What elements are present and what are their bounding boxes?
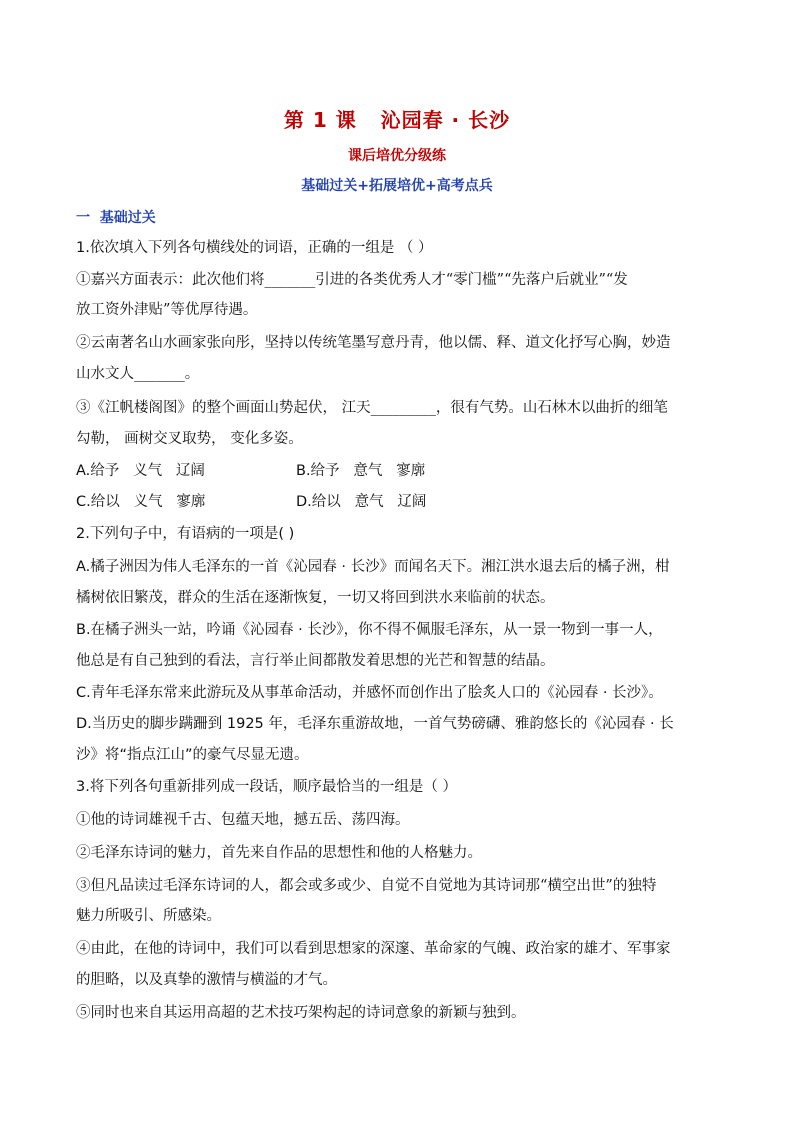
section-heading: 一 基础过关 bbox=[76, 210, 156, 226]
lesson-title: 第 1 课 沁园春 · 长沙 bbox=[283, 108, 511, 132]
q1-sentence-3b: 勾勒， 画树交叉取势， 变化多姿。 bbox=[76, 431, 303, 447]
q2-option-d-line1: D.当历史的脚步蹒跚到 1925 年，毛泽东重游故地，一首气势磅礴、雅韵悠长的《沁园春 · 长 bbox=[76, 716, 674, 732]
q3-item-4-line2: 的胆略，以及真挚的激情与横溢的才气。 bbox=[76, 972, 337, 988]
q1-sentence-2a: ②云南著名山水画家张向彤，坚持以传统笔墨写意丹青，他以儒、释、道文化抒写心胸，妙造 bbox=[76, 335, 671, 351]
q3-item-2: ②毛泽东诗词的魅力，首先来自作品的思想性和他的人格魅力。 bbox=[76, 845, 482, 861]
q1-sentence-3a: ③《江帆楼阁图》的整个画面山势起伏， 江天_________，很有气势。山石林木以曲折的细笔 bbox=[76, 400, 668, 416]
q1-sentence-2b: 山水文人_______。 bbox=[76, 366, 200, 382]
q2-option-a-line2: 橘树依旧繁茂，群众的生活在逐渐恢复，一切又将回到洪水来临前的状态。 bbox=[76, 590, 555, 606]
q1-stem: 1.依次填入下列各句横线处的词语，正确的一组是 （ ） bbox=[76, 240, 433, 256]
q2-option-b-line1: B.在橘子洲头一站，吟诵《沁园春 · 长沙》，你不得不佩服毛泽东，从一景一物到一事一人， bbox=[76, 622, 663, 638]
lesson-tagline: 基础过关+拓展培优+高考点兵 bbox=[301, 178, 493, 194]
q1-option-b: B.给予 意气 寥廓 bbox=[296, 463, 426, 479]
q1-sentence-1b: 放工资外津贴”等优厚待遇。 bbox=[76, 302, 258, 318]
q2-option-c: C.青年毛泽东常来此游玩及从事革命活动，并感怀而创作出了脍炙人口的《沁园春 · 长沙》。 bbox=[76, 685, 663, 701]
lesson-subtitle: 课后培优分级练 bbox=[348, 148, 446, 164]
q1-option-c: C.给以 义气 寥廓 bbox=[76, 494, 206, 510]
q2-option-a-line1: A.橘子洲因为伟人毛泽东的一首《沁园春 · 长沙》而闻名天下。湘江洪水退去后的橘子洲，柑 bbox=[76, 559, 670, 575]
q3-item-3-line1: ③但凡品读过毛泽东诗词的人，都会或多或少、自觉不自觉地为其诗词那“横空出世”的独特 bbox=[76, 878, 657, 894]
q1-option-d: D.给以 意气 辽阔 bbox=[296, 494, 427, 510]
q3-stem: 3.将下列各句重新排列成一段话，顺序最恰当的一组是（ ） bbox=[76, 779, 457, 795]
q2-stem: 2.下列句子中，有语病的一项是( ) bbox=[76, 526, 295, 542]
q3-item-3-line2: 魅力所吸引、所感染。 bbox=[76, 908, 221, 924]
q1-sentence-1a: ①嘉兴方面表示：此次他们将_______引进的各类优秀人才“零门槛”“先落户后就业”“发 bbox=[76, 272, 628, 288]
q3-item-5: ⑤同时也来自其运用高超的艺术技巧架构起的诗词意象的新颖与独到。 bbox=[76, 1005, 526, 1021]
q3-item-4-line1: ④由此，在他的诗词中，我们可以看到思想家的深邃、革命家的气魄、政治家的雄才、军事家 bbox=[76, 941, 671, 957]
q3-item-1: ①他的诗词雄视千古、包蕴天地，撼五岳、荡四海。 bbox=[76, 812, 410, 828]
q2-option-d-line2: 沙》将“指点江山”的豪气尽显无遗。 bbox=[76, 747, 309, 763]
q1-option-a: A.给予 义气 辽阔 bbox=[76, 463, 205, 479]
q2-option-b-line2: 他总是有自己独到的看法，言行举止间都散发着思想的光芒和智慧的结晶。 bbox=[76, 653, 555, 669]
